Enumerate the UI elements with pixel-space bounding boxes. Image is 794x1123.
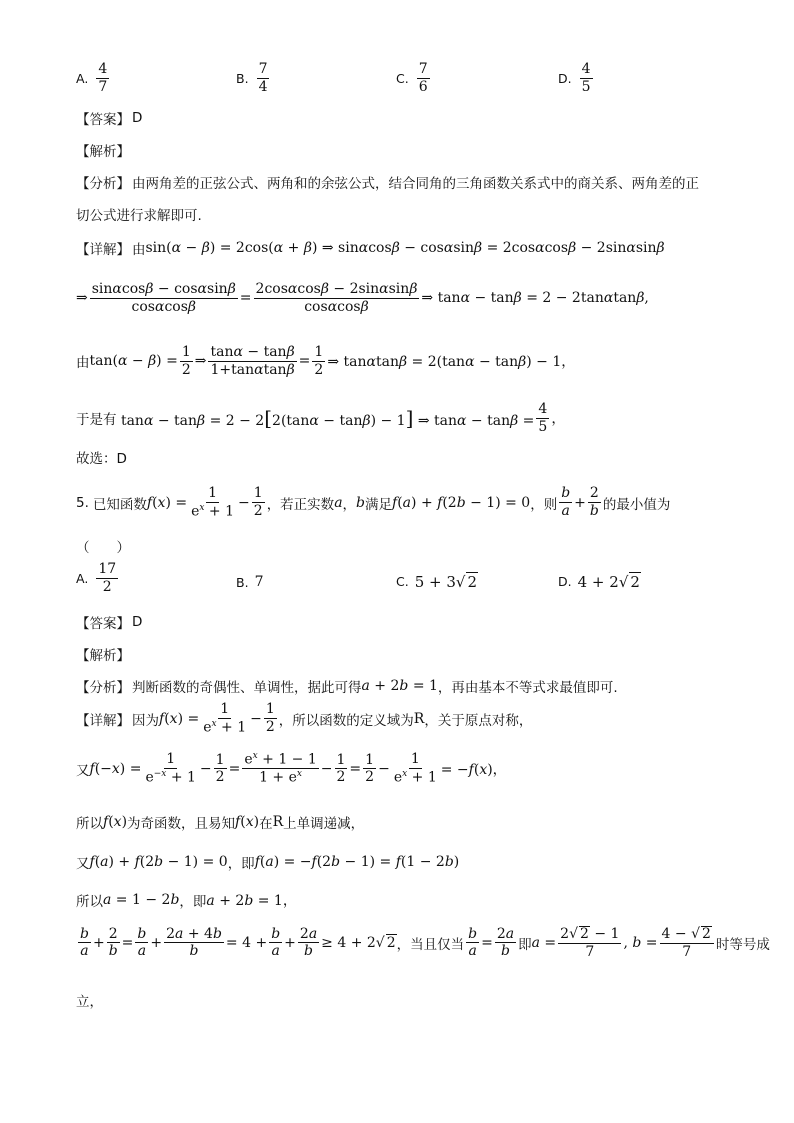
q5-paren: （ ） bbox=[76, 540, 130, 556]
q4-detail-line2: ⇒ $\frac{\sin\alpha\cos\beta - \cos\alpha\sin\beta}{\cos\alpha\cos\beta}$ = $\frac{2\cos\alpha\cos\beta - 2\sin\alpha\sin\beta}{\cos\alpha\cos\beta}$ ⇒ tanα − tanβ = 2 − 2tanαtanβ, bbox=[76, 281, 649, 315]
q5-stem: 5. 已知函数 f(x) = $\frac{1}{e^x + 1}$ − $\frac{1}{2}$ ，若正实数 a ， b 满足 f(a) + f(2b − 1) = 0 ，则 $\frac{b}{a}$ + $\frac{2}{b}$ 的最小值为 bbox=[76, 485, 671, 520]
q5-option-c: C. 5 + 3 √ 2 bbox=[396, 572, 478, 591]
q5-detail-line1: 【详解】 因为 f(x) = $\frac{1}{e^x + 1}$ − $\frac{1}{2}$ ，所以函数的定义域为 R ，关于原点对称， bbox=[76, 701, 533, 736]
q4-detail-line3: 由 tan(α − β) = $\frac{1}{2}$ ⇒ $\frac{\tan\alpha - \tan\beta}{1+\tan\alpha\tan\beta}$ = $\frac{1}{2}$ ⇒ tanαtanβ = 2(tanα − tanβ) − 1， bbox=[76, 344, 576, 378]
q5-explanation-tag: 【解析】 bbox=[76, 648, 130, 664]
q5-detail-line4: 又 f(a) + f(2b − 1) = 0 ，即 f(a) = −f(2b − 1) = f(1 − 2b) bbox=[76, 854, 460, 872]
q5-answer: 【答案】 D bbox=[76, 614, 143, 632]
q5-option-a: A. $\frac{17}{2}$ bbox=[76, 561, 117, 595]
q5-detail-line3: 所以 f(x) 为奇函数，且易知 f(x) 在 R 上单调递减， bbox=[76, 814, 365, 832]
q4-detail-line1: 【详解】 由 sin(α − β) = 2cos(α + β) ⇒ sinαcosβ − cosαsinβ = 2cosαcosβ − 2sinαsinβ bbox=[76, 240, 665, 258]
q4-answer: 【答案】 D bbox=[76, 110, 143, 128]
q5-detail-line5: 所以 a = 1 − 2b ，即 a + 2b = 1， bbox=[76, 892, 297, 910]
option-a-prev: A. $\frac{4}{7}$ bbox=[76, 61, 108, 95]
q5-detail-line7: 立， bbox=[76, 994, 103, 1010]
q4-choose: 故选：D bbox=[76, 451, 127, 467]
q4-detail-line4: 于是有 tanα − tanβ = 2 − 2[2(tanα − tanβ) − 1] ⇒ tanα − tanβ = $\frac{4}{5}$ ， bbox=[76, 401, 566, 435]
q4-explanation-tag: 【解析】 bbox=[76, 144, 130, 160]
q4-analysis: 【分析】 由两角差的正弦公式、两角和的余弦公式，结合同角的三角函数关系式中的商关系、两角差的正 bbox=[76, 176, 699, 192]
q4-analysis-cont: 切公式进行求解即可. bbox=[76, 208, 202, 224]
option-c-prev: C. $\frac{7}{6}$ bbox=[396, 61, 428, 95]
q5-option-d: D. 4 + 2 √ 2 bbox=[558, 572, 640, 591]
option-d-prev: D. $\frac{4}{5}$ bbox=[558, 61, 591, 95]
q5-option-b: B. 7 bbox=[236, 574, 264, 590]
q5-analysis: 【分析】 判断函数的奇偶性、单调性，据此可得 a + 2b = 1 ，再由基本不等式求最值即可. bbox=[76, 678, 618, 696]
q5-detail-line6: $\frac{b}{a}$ + $\frac{2}{b}$ = $\frac{b}{a}$ + $\frac{2a + 4b}{b}$ = 4 + $\frac{b}{a}$ + $\frac{2a}{b}$ ≥ 4 + 2√ 2 ，当且仅当 $\frac{b}{a}$ = $\frac{2a}{b}$ 即 a = $\frac{2√ 2 - 1}{7}$ , b = $\frac{4 - √ 2}{7}$ 时等号成 bbox=[80, 925, 770, 960]
option-b-prev: B. $\frac{7}{4}$ bbox=[236, 61, 268, 95]
q5-detail-line2: 又 f(−x) = $\frac{1}{e^{-x} + 1}$ − $\frac{1}{2}$ = $\frac{e^x + 1 - 1}{1 + e^x}$ − $\frac{1}{2}$ = $\frac{1}{2}$ − $\frac{1}{e^x + 1}$ = −f(x)， bbox=[76, 751, 507, 786]
